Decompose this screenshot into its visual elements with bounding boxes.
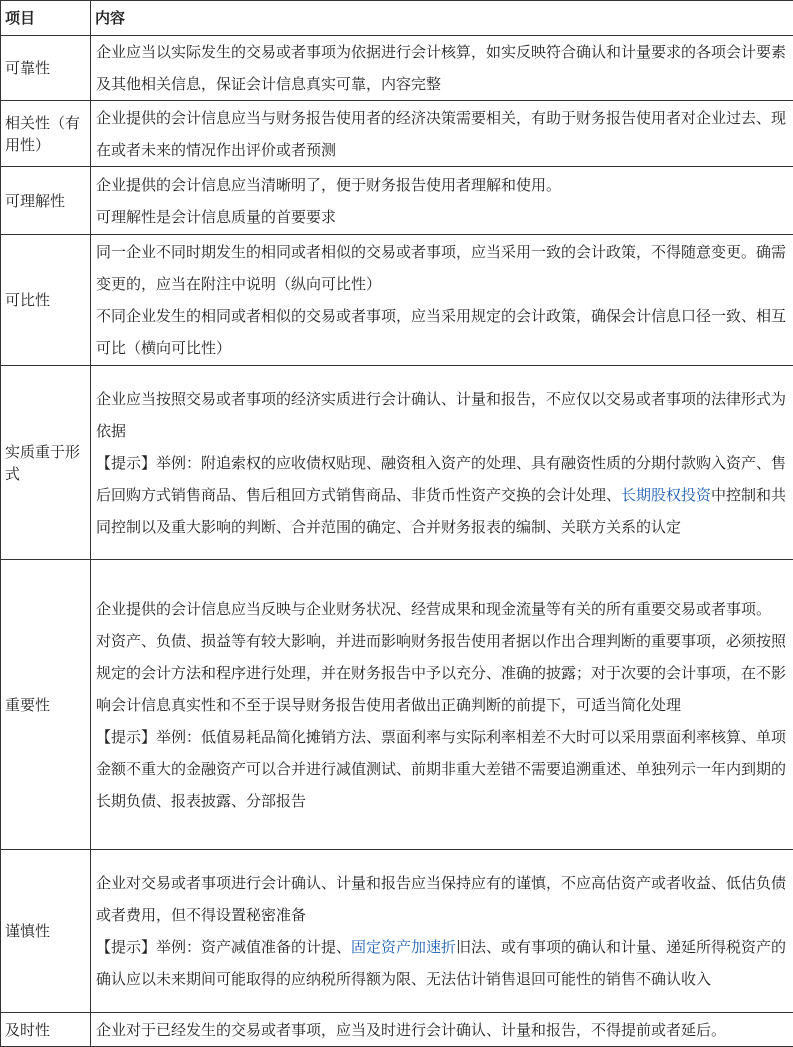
content-text: 可理解性是会计信息质量的首要要求 (96, 207, 337, 226)
header-content: 内容 (91, 1, 793, 36)
table-row (1, 1013, 793, 1047)
content-paragraph (96, 300, 791, 364)
table-row (1, 36, 793, 101)
content-paragraph (96, 625, 791, 721)
table-row (1, 235, 793, 366)
table-row (1, 366, 793, 560)
content-text: 旧法、或有事项的确认和计量、递延所得税资产的确认应以未来期间可能取得的应纳税所得额为限、无法估计销售退回可能性的销售不确认收入 (96, 938, 787, 988)
content-paragraph (96, 36, 791, 100)
content-text: 企业对于已经发生的交易或者事项，应当及时进行会计确认、计量和报告，不得提前或者延后。 (96, 1020, 727, 1039)
row-item-name: 可理解性 (1, 167, 91, 235)
content-text: 企业提供的会计信息应当反映与企业财务状况、经营成果和现金流量等有关的所有重要交易或者事项。 (96, 599, 772, 618)
content-paragraph (96, 169, 791, 201)
content-paragraph (96, 201, 791, 233)
content-paragraph (96, 593, 791, 625)
row-content (91, 101, 793, 167)
table-row (1, 560, 793, 850)
table-header-row (1, 1, 793, 36)
row-item-name: 可比性 (1, 235, 91, 366)
content-paragraph (96, 102, 791, 166)
row-item-name: 可靠性 (1, 36, 91, 101)
row-item-name: 相关性（有用性） (1, 101, 91, 167)
row-content (91, 560, 793, 850)
row-item-name: 谨慎性 (1, 850, 91, 1013)
table-row (1, 850, 793, 1013)
header-item: 项目 (1, 1, 91, 36)
glossary-link[interactable]: 固定资产加速折 (351, 938, 457, 956)
row-content (91, 235, 793, 366)
content-paragraph (96, 447, 791, 543)
content-text: 对资产、负债、损益等有较大影响，并进而影响财务报告使用者据以作出合理判断的重要事项，必须按照规定的会计方法和程序进行处理，并在财务报告中予以充分、准确的披露；对于次要的会计事项，在不影响会计信息真实性和不至于误导财务报告使用者做出正确判断的前提下，可适当简化处理 (96, 631, 787, 714)
row-content (91, 167, 793, 235)
content-paragraph (96, 721, 791, 817)
row-content (91, 366, 793, 560)
content-text: 企业应当按照交易或者事项的经济实质进行会计确认、计量和报告，不应仅以交易或者事项的法律形式为依据 (96, 389, 787, 440)
table-row (1, 167, 793, 235)
row-item-name: 重要性 (1, 560, 91, 850)
row-content (91, 36, 793, 101)
row-content (91, 850, 793, 1013)
content-text: 企业提供的会计信息应当清晰明了，便于财务报告使用者理解和使用。 (96, 175, 562, 194)
glossary-link[interactable]: 长期股权投资 (621, 485, 712, 504)
table-row (1, 101, 793, 167)
content-paragraph (96, 383, 791, 447)
content-text: 企业提供的会计信息应当与财务报告使用者的经济决策需要相关，有助于财务报告使用者对企业过去、现在或者未来的情况作出评价或者预测 (96, 108, 787, 159)
content-paragraph (96, 236, 791, 300)
content-paragraph (96, 931, 791, 995)
content-text: 企业对交易或者事项进行会计确认、计量和报告应当保持应有的谨慎，不应高估资产或者收益、低估负债或者费用，但不得设置秘密准备 (96, 874, 787, 924)
content-text: 【提示】举例：附追索权的应收债权贴现、融资租入资产的处理、具有融资性质的分期付款购入资产、售后回购方式销售商品、售后租回方式销售商品、非货币性资产交换的会计处理、 (96, 453, 787, 504)
row-item-name: 及时性 (1, 1013, 91, 1047)
content-text: 企业应当以实际发生的交易或者事项为依据进行会计核算，如实反映符合确认和计量要求的各项会计要素及其他相关信息，保证会计信息真实可靠，内容完整 (96, 43, 787, 93)
row-item-name: 实质重于形式 (1, 366, 91, 560)
content-text: 【提示】举例：低值易耗品简化摊销方法、票面利率与实际利率相差不大时可以采用票面利率核算、单项金额不重大的金融资产可以合并进行减值测试、前期非重大差错不需要追溯重述、单独列示一年内到期的长期负债、报表披露、分部报告 (96, 727, 787, 810)
content-paragraph (96, 867, 791, 931)
content-paragraph (96, 1014, 791, 1046)
content-text: 【提示】举例：资产减值准备的计提、 (96, 938, 352, 956)
content-text: 不同企业发生的相同或者相似的交易或者事项，应当采用规定的会计政策，确保会计信息口径一致、相互可比（横向可比性） (96, 307, 787, 357)
content-text: 同一企业不同时期发生的相同或者相似的交易或者事项，应当采用一致的会计政策，不得随意变更。确需变更的，应当在附注中说明（纵向可比性） (96, 243, 787, 293)
row-content (91, 1013, 793, 1047)
content-text: 中控制和共同控制以及重大影响的判断、合并范围的确定、合并财务报表的编制、关联方关系的认定 (96, 485, 787, 536)
